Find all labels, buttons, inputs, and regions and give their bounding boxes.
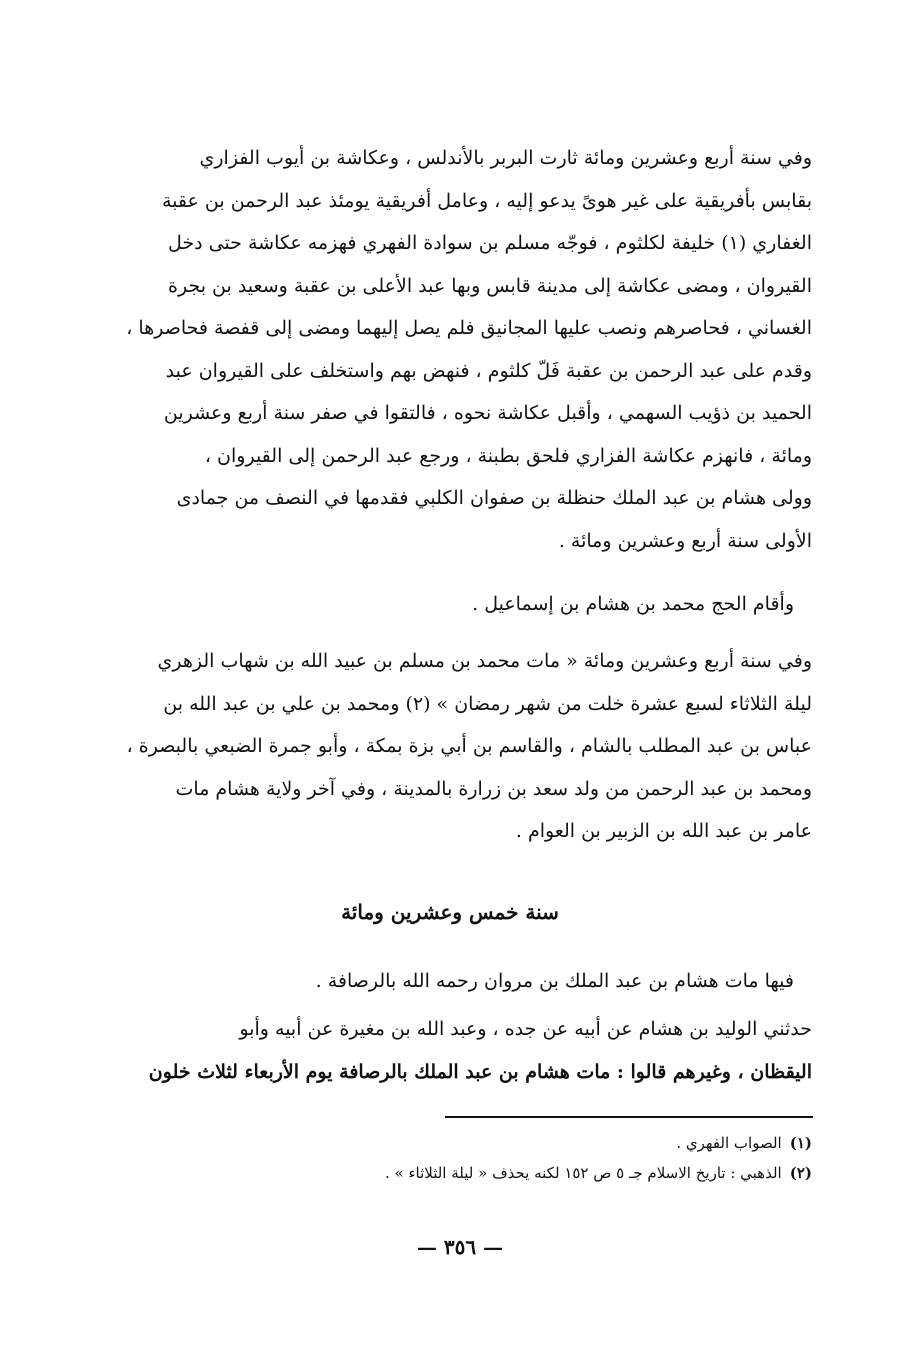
text-line: الغساني ، فحاصرهم ونصب عليها المجانيق فلم يصل إليهما ومضى إلى قفصة فحاصرها ، (126, 317, 812, 339)
section-paragraph-1 (88, 960, 812, 1003)
paragraph-1 (88, 137, 812, 562)
text-line: وأقام الحج محمد بن هشام بن إسماعيل . (472, 593, 794, 615)
text-line: ليلة الثلاثاء لسبع عشرة خلت من شهر رمضان » (٢) ومحمد بن علي بن عبد الله بن (163, 692, 812, 715)
footnote-number: (١) (789, 1134, 812, 1152)
text-line: فيها مات هشام بن عبد الملك بن مروان رحمه الله بالرصافة . (315, 970, 794, 992)
text-line: بقابس بأفريقية على غير هوىً يدعو إليه ، وعامل أفريقية يومئذ عبد الرحمن بن عقبة (162, 189, 812, 212)
text-line: ومائة ، فانهزم عكاشة الفزاري فلحق بطبنة ، ورجع عبد الرحمن إلى القيروان ، (204, 444, 812, 467)
text-line: وفي سنة أربع وعشرين ومائة « مات محمد بن مسلم بن عبيد الله بن شهاب الزهري (157, 650, 812, 672)
footnote-text: الذهبي : تاريخ الاسلام جـ ٥ ص ١٥٢ لكنه يحذف « ليلة الثلاثاء » . (384, 1164, 782, 1182)
text-line: اليقظان ، وغيرهم قالوا : مات هشام بن عبد الملك بالرصافة يوم الأربعاء لثلاث خلون (148, 1060, 812, 1083)
footnote-2 (88, 1158, 812, 1188)
text-line: الحميد بن ذؤيب السهمي ، وأقبل عكاشة نحوه ، فالتقوا في صفر سنة أربع وعشرين (163, 402, 812, 424)
text-line: عباس بن عبد المطلب بالشام ، والقاسم بن أبي بزة بمكة ، وأبو جمرة الضبعي بالبصرة ، (126, 735, 812, 757)
text-line: وقدم على عبد الرحمن بن عقبة فَلّ كلثوم ، فنهض بهم واستخلف على القيروان عبد (165, 359, 812, 382)
footnote-text: الصواب الفهري . (676, 1134, 782, 1152)
paragraph-3 (88, 640, 812, 853)
text-line: حدثني الوليد بن هشام عن أبيه عن جده ، وعبد الله بن مغيرة عن أبيه وأبو (239, 1018, 812, 1040)
text-line: الأولى سنة أربع وعشرين ومائة . (558, 529, 812, 552)
footnote-1 (88, 1128, 812, 1158)
text-line: عامر بن عبد الله بن الزبير بن العوام . (515, 820, 812, 842)
page-number: — ٣٥٦ — (416, 1235, 504, 1259)
footnotes (88, 1128, 812, 1188)
text-line: القيروان ، ومضى عكاشة إلى مدينة قابس وبها عبد الأعلى بن عقبة وسعيد بن بجرة (168, 274, 812, 297)
section-paragraph-2 (88, 1008, 812, 1093)
text-line: ومحمد بن عبد الرحمن من ولد سعد بن زرارة بالمدينة ، وفي آخر ولاية هشام مات (175, 777, 812, 800)
section-heading: سنة خمس وعشرين ومائة (341, 900, 559, 924)
paragraph-2 (88, 583, 812, 626)
text-line: الغفاري (١) خليفة لكلثوم ، فوجّه مسلم بن سوادة الفهري فهزمه عكاشة حتى دخل (167, 232, 812, 254)
footnote-number: (٢) (789, 1164, 812, 1182)
footnote-divider (445, 1116, 813, 1118)
text-line: وولى هشام بن عبد الملك حنظلة بن صفوان الكلبي فقدمها في النصف من جمادى (176, 487, 812, 509)
text-line: وفي سنة أربع وعشرين ومائة ثارت البربر بالأندلس ، وعكاشة بن أيوب الفزاري (199, 147, 812, 169)
